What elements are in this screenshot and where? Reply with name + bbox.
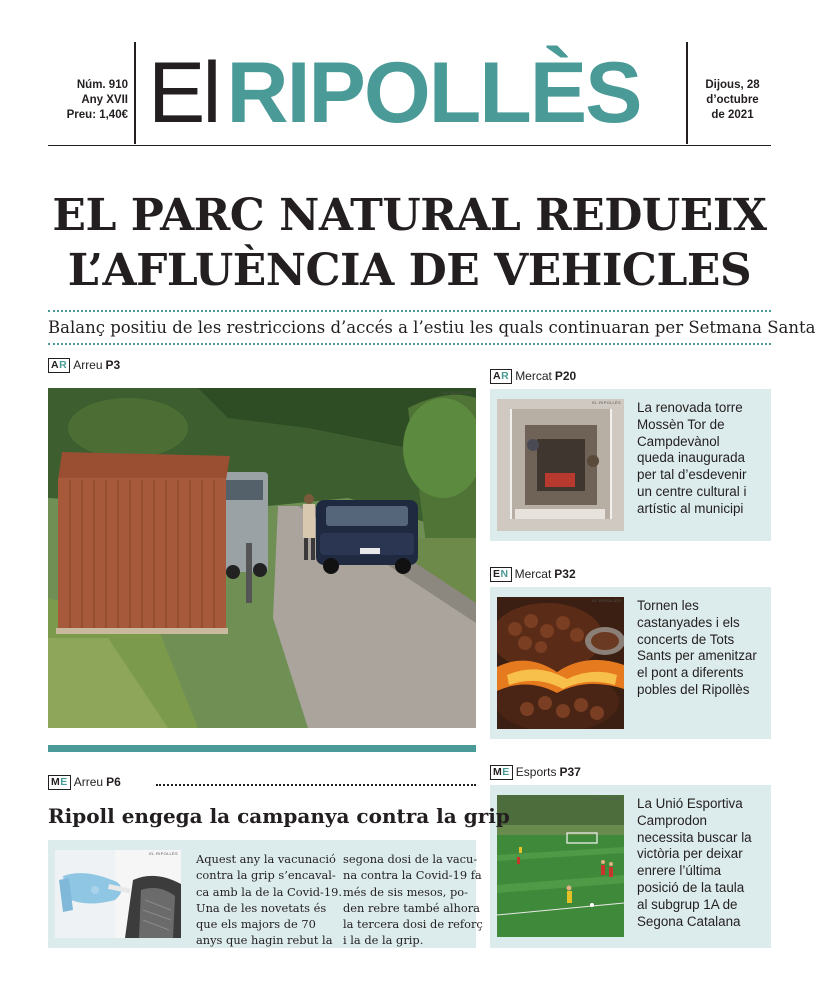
news-card-football[interactable] — [490, 785, 771, 948]
card-photo — [497, 597, 624, 729]
divider — [48, 343, 771, 345]
masthead-divider-left — [134, 42, 136, 144]
vaccination-photo — [55, 850, 181, 938]
logo-name: RIPOLLÈS — [226, 45, 641, 141]
section-name: Esports — [515, 765, 557, 779]
story-column-2: segona dosi de la vacu- na contra la Covid-19 fa més de sis mesos, po- den rebre també alhora la tercera dosi de reforç i la de la grip. — [343, 852, 483, 948]
lead-subhead: Balanç positiu de les restriccions d’accés a l’estiu les quals continuaran per Setmana Santa — [48, 318, 816, 337]
section-name: Mercat — [514, 567, 552, 581]
mountain-road-photo — [48, 388, 476, 728]
story-column-1: Aquest any la vacunació contra la grip s’encaval- ca amb la de la Covid-19. Una de les novetats és que els majors de 70 anys que hagin rebut la — [196, 852, 342, 948]
section-tag-icon: ME — [48, 775, 71, 790]
story-photo[interactable] — [55, 850, 181, 938]
section-name: Arreu — [73, 775, 104, 789]
headline-line-2: L’AFLUÈNCIA DE VEHICLES — [67, 245, 752, 296]
card-section-tag[interactable] — [490, 764, 581, 780]
card-section-tag[interactable] — [490, 368, 576, 384]
date-line-3: de 2021 — [711, 109, 754, 121]
section-tag-icon: AR — [48, 358, 70, 373]
date-line-2: d’octubre — [706, 94, 759, 106]
photo-credit: EL RIPOLLÈS — [592, 400, 621, 405]
tower-interior-photo — [497, 399, 624, 531]
news-card-tower[interactable] — [490, 389, 771, 541]
issue-year: Any XVII — [81, 94, 128, 106]
section-name: Mercat — [515, 369, 552, 383]
football-match-photo — [497, 795, 624, 937]
card-photo — [497, 795, 624, 937]
issue-price: Preu: 1,40€ — [66, 109, 128, 121]
headline-line-1: EL PARC NATURAL REDUEIX — [52, 190, 767, 241]
newspaper-logo[interactable] — [148, 45, 670, 141]
photo-credit: EL RIPOLLÈS — [149, 851, 178, 856]
roasting-chestnuts-photo — [497, 597, 624, 729]
section-name: Arreu — [73, 358, 103, 372]
divider — [48, 310, 771, 312]
section-tag-icon: EN — [490, 567, 512, 582]
page-reference: P20 — [554, 369, 577, 383]
accent-bar — [48, 745, 476, 752]
card-summary: La Unió Esportiva Camprodon necessita buscar la victòria per deixar enrere l’última posició de la taula al subgrup 1A de Segona Catalana — [637, 796, 752, 929]
page-reference: P32 — [554, 567, 576, 581]
date-line-1: Dijous, 28 — [705, 79, 760, 91]
lead-headline[interactable] — [28, 188, 791, 298]
photo-credit: EL RIPOLLÈS — [592, 796, 621, 801]
lead-photo[interactable] — [48, 388, 476, 728]
photo-credit: EL RIPOLLÈS — [592, 598, 621, 603]
issue-info — [48, 78, 128, 123]
story-section-tag[interactable] — [48, 774, 121, 790]
photo-credit: EL RIPOLLÈS — [443, 390, 472, 395]
masthead — [48, 42, 771, 146]
card-summary: Tornen les castanyades i els concerts de Tots Sants per amenitzar el pont a diferents pobles del Ripollès — [637, 598, 757, 697]
card-section-tag[interactable] — [490, 566, 576, 582]
story-title[interactable]: Ripoll engega la campanya contra la grip — [48, 804, 510, 828]
section-tag-icon: ME — [490, 765, 513, 780]
lead-section-tag[interactable] — [48, 357, 120, 373]
page-reference: P37 — [559, 765, 581, 779]
issue-number: Núm. 910 — [76, 79, 128, 91]
issue-date — [694, 78, 771, 123]
section-tag-icon: AR — [490, 369, 512, 384]
logo-prefix: El — [148, 45, 219, 141]
story-box — [48, 840, 483, 948]
masthead-divider-right — [686, 42, 688, 144]
card-summary: La renovada torre Mossèn Tor de Campdevànol queda inaugurada per tal d’esdevenir un centre cultural i artístic al municipi — [637, 400, 747, 516]
page-reference: P6 — [106, 775, 121, 789]
card-photo — [497, 399, 624, 531]
news-card-chestnuts[interactable] — [490, 587, 771, 739]
page-reference: P3 — [105, 358, 121, 372]
divider — [156, 784, 476, 786]
